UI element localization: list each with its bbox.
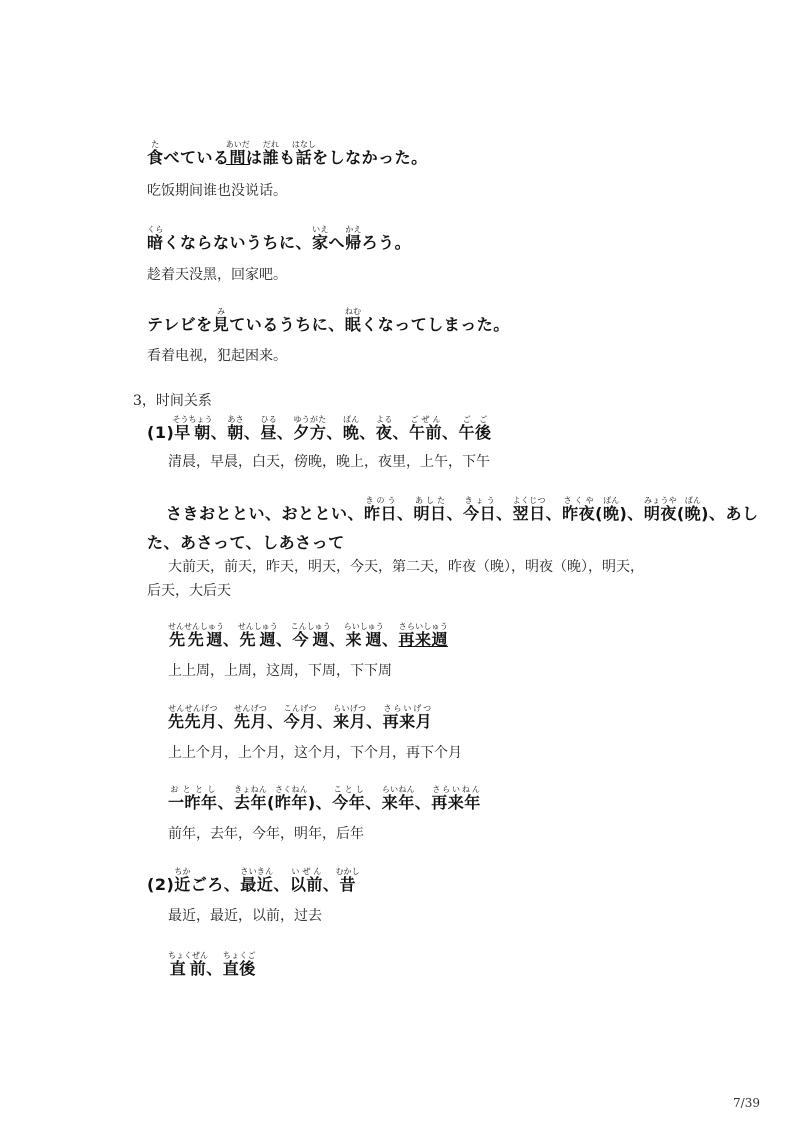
sub1-group5-jp: 一昨年おととし、去年きょねん(昨年さくねん)、今年ことし、来年らいねん、再来年さらいねん [168,785,481,812]
sub1-group1-cn: 清晨，早晨，白天，傍晚，晚上，夜里，上午，下午 [168,454,490,470]
page-number: 7/39 [733,1096,760,1110]
sub2-group1-jp: (2)近ちかごろ、最近さいきん、以前いぜん、昔むかし [147,867,360,894]
sentence-2-jp: 暗くらくならないうちに、家いえへ帰かえろう。 [147,225,412,252]
sentence-1-jp: 食たべている間あいだは誰だれも話はなしをしなかった。 [147,140,428,167]
sub1-label: (1) [147,423,175,442]
sub1-group3-cn: 上上周，上周，这周，下周，下下周 [168,663,392,679]
sub1-group2-cn-line1: 大前天，前天，昨天，明天，今天，第二天，昨夜（晚），明夜（晚），明天， [168,559,644,575]
sub2-group1-cn: 最近，最近，以前，过去 [168,908,322,924]
sentence-1-cn: 吃饭期间谁也没说话。 [147,183,287,199]
sub1-group4-jp: 先先月せんせんげつ、先月せんげつ、今月こんげつ、来月らいげつ、再来月さらいげつ [168,704,433,731]
section-title: 3，时间关系 [133,393,212,409]
sub1-group3-jp: 先先週せんせんしゅう、先週せんしゅう、今週こんしゅう、来週らいしゅう、再来週さらいしゅう [168,622,449,649]
sentence-3-jp: テレビを見みているうちに、眠ねむくなってしまった。 [147,307,510,334]
sentence-3-cn: 看着电视，犯起困来。 [147,348,287,364]
sentence-2-cn: 趁着天没黑，回家吧。 [147,267,287,283]
sub1-group2-cn-line2: 后天，大后天 [147,583,231,599]
sub2-group2-jp: 直前ちょくぜん、直後ちょくご [168,951,256,978]
sub1-group5-cn: 前年，去年，今年，明年，后年 [168,826,364,842]
sub2-label: (2) [147,875,175,894]
sub1-group2-jp-line2: た、あさって、しあさって [147,533,345,552]
sub1-group2-jp-line1: さきおととい、おととい、昨日きのう、明日あした、今日きょう、翌日よくじつ、昨夜さくや(晩ばん)、明夜みょうや(晩ばん)、あし [166,496,759,523]
sub1-group4-cn: 上上个月，上个月，这个月，下个月，再下个月 [168,745,462,761]
sub1-group1-jp: (1)早朝そうちょう、朝あさ、昼ひる、夕方ゆうがた、晩ばん、夜よる、午前ごぜん、午後ごご [147,415,492,442]
